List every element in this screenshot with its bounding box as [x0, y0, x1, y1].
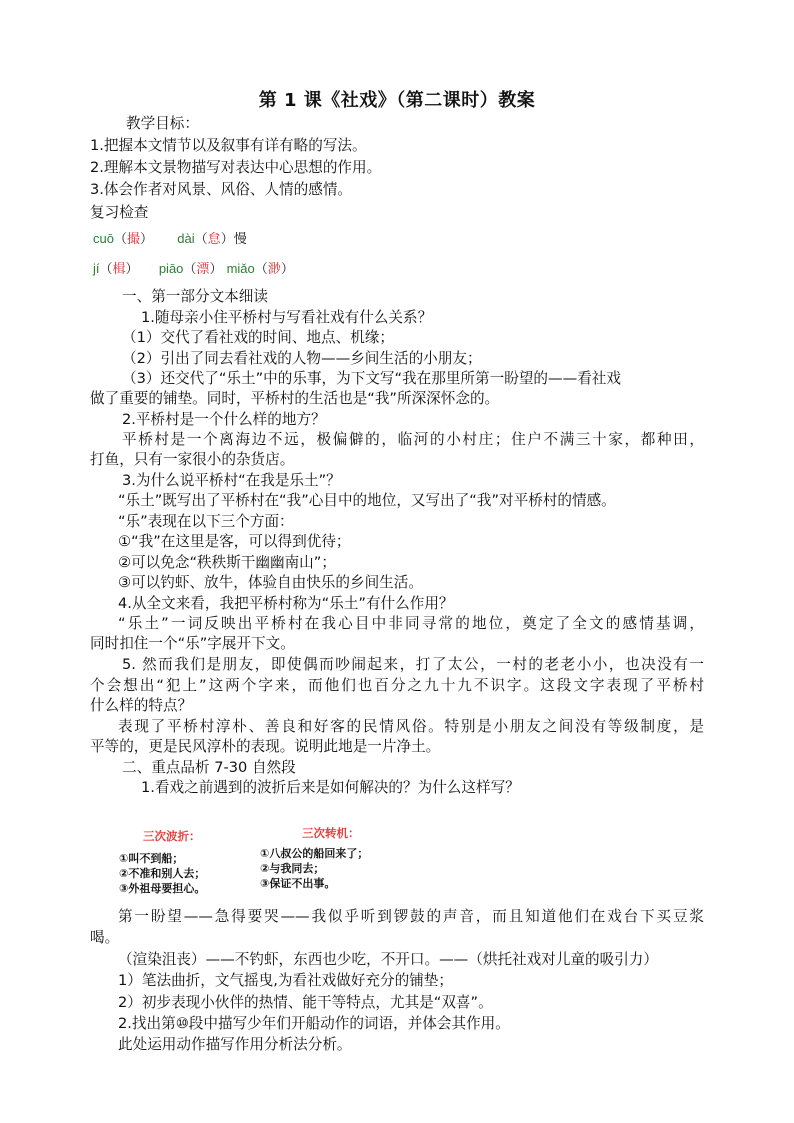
pinyin-row: [93, 259, 294, 280]
pinyin-item: piāo（漂）: [158, 261, 223, 277]
answer-line: 打鱼，只有一家很小的杂货店。: [90, 451, 295, 468]
pinyin-char: 怠: [207, 232, 221, 247]
answer-line: 同时扣住一个“乐”字展开下文。: [90, 635, 295, 652]
pinyin-text: miǎo: [226, 261, 255, 276]
review-heading: 复习检查: [90, 204, 149, 221]
pinyin-char: 渺: [267, 262, 281, 277]
twist-item: ③外祖母要担心。: [119, 882, 206, 895]
pinyin-text: dài: [177, 231, 195, 246]
body-paragraph: 第一盼望——急得要哭——我似乎听到锣鼓的声音，而且知道他们在戏台下买豆浆: [118, 908, 704, 925]
pinyin-char: 楫: [112, 262, 126, 277]
section-heading: 二、重点品析 7-30 自然段: [122, 759, 296, 776]
answer-line: 表现了平桥村淳朴、善良和好客的民情风俗。特别是小朋友之间没有等级制度，是: [118, 718, 704, 735]
twists-title: 三次波折：: [143, 829, 201, 843]
question: 个会想出“犯上”这两个字来，而他们也百分之九十九不识字。这段文字表现了平桥村: [90, 677, 704, 694]
answer-line: “乐土”一词反映出平桥村在我心目中非同寻常的地位，奠定了全文的感情基调，: [118, 615, 704, 632]
answer-line: （3）还交代了“乐土”中的乐事，为下文写“我在那里所第一盼望的——看社戏: [122, 370, 621, 387]
answer-line: ①“我”在这里是客，可以得到优待；: [118, 533, 351, 550]
question: 1.看戏之前遇到的波折后来是如何解决的？为什么这样写？: [141, 779, 520, 796]
goal-item: 1.把握本文情节以及叙事有详有略的写法。: [90, 137, 367, 154]
goal-item: 3.体会作者对风景、风俗、人情的感情。: [90, 181, 353, 198]
body-paragraph: 此处运用动作描写作用分析法分析。: [118, 1036, 352, 1053]
pinyin-text: piāo: [158, 261, 184, 276]
answer-line: “乐”表现在以下三个方面：: [118, 513, 294, 530]
pinyin-item: dài（怠）慢: [177, 231, 247, 247]
turns-box: [260, 826, 368, 891]
goal-item: 2.理解本文景物描写对表达中心思想的作用。: [90, 159, 382, 176]
question: 2.平桥村是一个什么样的地方？: [122, 411, 326, 428]
twists-box: [119, 829, 205, 896]
body-paragraph: （渲染沮丧）——不钓虾，东西也少吃，不开口。——（烘托社戏对儿童的吸引力）: [118, 951, 658, 968]
answer-line: （2）引出了同去看社戏的人物——乡间生活的小朋友；: [122, 350, 482, 367]
body-paragraph: 喝。: [90, 929, 120, 946]
pinyin-char: 漂: [196, 262, 210, 277]
twist-item: ①叫不到船；: [119, 852, 184, 865]
turn-item: ②与我同去；: [260, 862, 325, 875]
question: 2.找出第⑩段中描写少年们开船动作的词语，并体会其作用。: [118, 1015, 510, 1032]
question: 3.为什么说平桥村“在我是乐土”？: [122, 472, 341, 489]
answer-line: 做了重要的铺垫。同时，平桥村的生活也是“我”所深深怀念的。: [90, 390, 500, 407]
answer-line: 平等的，更是民风淳朴的表现。说明此地是一片净土。: [90, 738, 441, 755]
pinyin-item: jí（楫）: [93, 261, 139, 277]
pinyin-suffix: 慢: [233, 232, 247, 247]
question: 什么样的特点？: [90, 697, 193, 714]
pinyin-item: miǎo（渺）: [226, 261, 294, 277]
section-heading: 一、第一部分文本细读: [122, 288, 268, 305]
answer-line: ③可以钓虾、放牛，体验自由快乐的乡间生活。: [118, 574, 423, 591]
page-title: 第 1 课《社戏》（第二课时）教案: [258, 90, 536, 111]
body-paragraph: 2）初步表现小伙伴的热情、能干等特点，尤其是“双喜”。: [118, 994, 493, 1011]
turn-item: ①八叔公的船回来了；: [260, 847, 369, 860]
goals-heading: 教学目标：: [126, 115, 199, 132]
turn-item: ③保证不出事。: [260, 877, 336, 890]
pinyin-row: [93, 229, 247, 250]
pinyin-text: jí: [93, 261, 100, 276]
twist-item: ②不准和别人去；: [119, 867, 206, 880]
turns-title: 三次转机：: [302, 826, 360, 840]
answer-line: 平桥村是一个离海边不远，极偏僻的，临河的小村庄；住户不满三十家，都种田，: [122, 431, 704, 448]
question: 5. 然而我们是朋友，即使偶而吵闹起来，打了太公，一村的老老小小，也决没有一: [122, 656, 704, 673]
answer-line: （1）交代了看社戏的时间、地点、机缘；: [122, 329, 394, 346]
answer-line: “乐土”既写出了平桥村在“我”心目中的地位，又写出了“我”对平桥村的情感。: [118, 492, 616, 509]
pinyin-item: cuō（撮）: [93, 231, 154, 247]
question: 1.随母亲小住平桥村与写看社戏有什么关系？: [141, 309, 433, 326]
body-paragraph: 1）笔法曲折，文气摇曳,为看社戏做好充分的铺垫；: [118, 972, 453, 989]
question: 4.从全文来看，我把平桥村称为“乐土”有什么作用？: [118, 595, 454, 612]
pinyin-char: 撮: [126, 232, 140, 247]
pinyin-text: cuō: [93, 231, 114, 246]
answer-line: ②可以免念“秩秩斯干幽幽南山”；: [118, 554, 336, 571]
